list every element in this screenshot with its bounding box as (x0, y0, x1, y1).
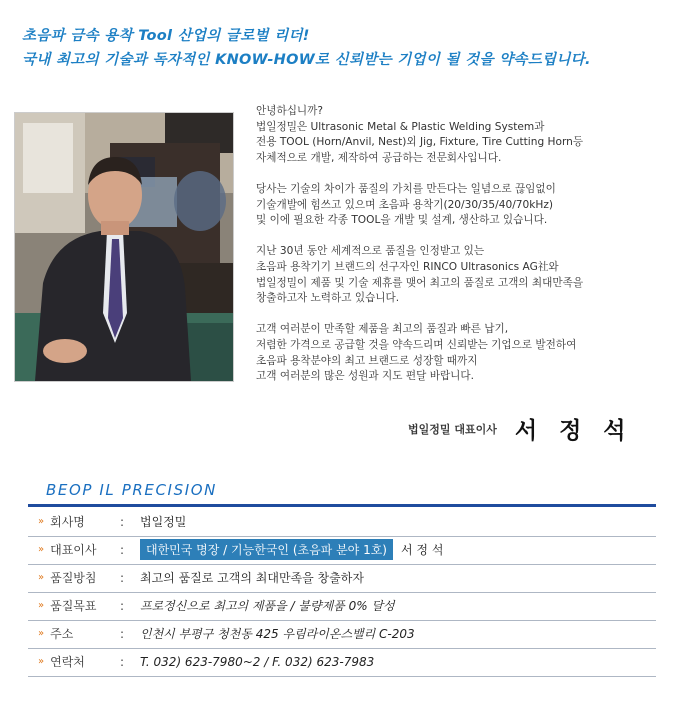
headline-line-1: 초음파 금속 용착 Tool 산업의 글로벌 리더! (22, 28, 310, 44)
greeting-paragraph-4 (256, 322, 676, 384)
info-separator: : (120, 542, 125, 557)
chevron-right-icon: » (38, 656, 45, 668)
greeting-line: 전용 TOOL (Horn/Anvil, Nest)외 Jig, Fixture, Tire Cutting Horn등 (256, 136, 584, 149)
greeting-line: 안녕하십니까? (256, 105, 324, 117)
greeting-line: 당사는 기술의 차이가 품질의 가치를 만든다는 일념으로 끊임없이 (256, 182, 556, 195)
signature-title: 법일정밀 대표이사 (408, 422, 497, 436)
chevron-right-icon: » (38, 628, 45, 640)
signature (408, 412, 633, 445)
info-value: 프로정신으로 최고의 제품을 / 불량제품 0% 달성 (140, 599, 395, 614)
chevron-right-icon: » (38, 572, 45, 584)
greeting-line: 지난 30년 동안 세계적으로 품질을 인정받고 있는 (256, 245, 485, 258)
info-label: 품질목표 (50, 599, 97, 614)
info-label: 품질방침 (50, 571, 97, 586)
chevron-right-icon: » (38, 544, 45, 556)
info-row-quality-goal (28, 592, 656, 621)
greeting-paragraph-2 (256, 182, 676, 229)
info-label: 연락처 (50, 655, 85, 670)
chevron-right-icon: » (38, 600, 45, 612)
headline-line-2: 국내 최고의 기술과 독자적인 KNOW-HOW로 신뢰받는 기업이 될 것을 약속드립니다. (22, 52, 591, 68)
info-value: 서 정 석 (401, 543, 444, 558)
info-row-company (28, 508, 656, 537)
greeting-line: 법일정밀이 제품 및 기술 제휴를 맺어 최고의 품질로 고객의 최대만족을 (256, 276, 584, 289)
info-row-quality-policy (28, 564, 656, 593)
greeting-line: 기술개발에 힘쓰고 있으며 초음파 용착기(20/30/35/40/70kHz) (256, 198, 554, 211)
greeting-paragraph-1 (256, 104, 676, 166)
info-value: 법일정밀 (140, 515, 187, 530)
info-separator: : (120, 570, 125, 585)
greeting-paragraph-3 (256, 244, 676, 306)
greeting-line: 자체적으로 개발, 제작하여 공급하는 전문회사입니다. (256, 151, 502, 164)
info-value: 인천시 부평구 청천동 425 우림라이온스밸리 C-203 (140, 627, 415, 642)
info-value: 최고의 품질로 고객의 최대만족을 창출하자 (140, 571, 364, 586)
chevron-right-icon: » (38, 516, 45, 528)
greeting-line: 초음파 용착분야의 최고 브랜드로 성장할 때까지 (256, 354, 478, 367)
info-separator: : (120, 514, 125, 529)
greeting-line: 창출하고자 노력하고 있습니다. (256, 292, 400, 305)
greeting-line: 및 이에 필요한 각종 TOOL을 개발 및 설계, 생산하고 있습니다. (256, 214, 548, 227)
divider (28, 504, 656, 507)
brand-title: BEOP IL PRECISION (46, 481, 217, 499)
info-row-ceo (28, 536, 656, 565)
info-value: T. 032) 623-7980~2 / F. 032) 623-7983 (140, 654, 375, 669)
greeting-line: 법일정밀은 Ultrasonic Metal & Plastic Welding System과 (256, 120, 545, 133)
ceo-photo (14, 112, 234, 382)
info-row-address (28, 620, 656, 649)
greeting-text (256, 104, 676, 400)
greeting-line: 고객 여러분의 많은 성원과 지도 편달 바랍니다. (256, 370, 475, 383)
info-label: 회사명 (50, 515, 85, 530)
greeting-line: 고객 여러분이 만족할 제품을 최고의 품질과 빠른 납기, (256, 323, 509, 336)
info-separator: : (120, 654, 125, 669)
info-separator: : (120, 626, 125, 641)
info-label: 주소 (50, 627, 74, 642)
greeting-line: 초음파 용착기기 브랜드의 선구자인 RINCO Ultrasonics AG社와 (256, 260, 559, 273)
ceo-title-highlight: 대한민국 명장 / 기능한국인 (초음파 분야 1호) (140, 539, 393, 560)
signature-name: 서 정 석 (514, 417, 633, 444)
greeting-line: 저렴한 가격으로 공급할 것을 약속드리며 신뢰받는 기업으로 발전하여 (256, 338, 577, 351)
info-label: 대표이사 (50, 543, 97, 558)
info-row-contact (28, 648, 656, 677)
info-separator: : (120, 598, 125, 613)
